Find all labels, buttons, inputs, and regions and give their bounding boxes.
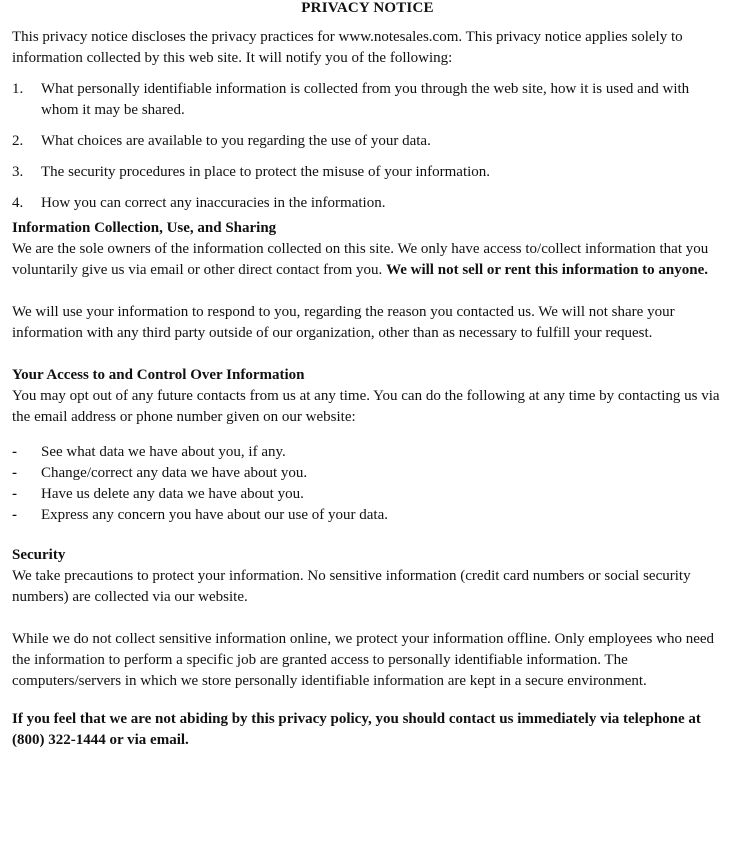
dash-marker: - (12, 486, 17, 502)
list-item-text: What personally identifiable information is collected from you through the web site, how it is used and with whom it may be shared. (41, 81, 690, 118)
list-item (12, 505, 723, 526)
section-heading-collection: Information Collection, Use, and Sharing (12, 220, 277, 236)
list-item-text: What choices are available to you regarding the use of your data. (41, 133, 431, 149)
security-paragraph-2: While we do not collect sensitive information online, we protect your information offline. Only employees who need the information to perform a specific job are granted access to personally identifiable information. The computers/servers in which we store personally identifiable information are kept in a secure environment. (12, 631, 715, 689)
collection-paragraph-2: We will use your information to respond to you, regarding the reason you contacted us. We will not share your information with any third party outside of our organization, other than as necessary to fulfill your request. (12, 304, 675, 341)
access-bullet-list (12, 442, 723, 526)
list-item-text: The security procedures in place to protect the misuse of your information. (41, 164, 491, 180)
list-item (12, 442, 723, 463)
section-heading-security: Security (12, 547, 66, 563)
numbered-list-item (12, 131, 723, 152)
bullet-text: Have us delete any data we have about you. (41, 486, 304, 502)
bullet-text: Express any concern you have about our use of your data. (41, 507, 388, 523)
numbered-list-item (12, 193, 723, 214)
collection-paragraph-1 (12, 239, 723, 281)
numbered-list-item (12, 162, 723, 183)
collection-paragraph-1-text: We are the sole owners of the information collected on this site. We only have access to/collect information that you voluntarily give us via email or other direct contact from you. (12, 241, 709, 278)
list-item-text: How you can correct any inaccuracies in the information. (41, 195, 386, 211)
intro-paragraph: This privacy notice discloses the privacy practices for www.notesales.com. This privacy notice applies solely to information collected by this web site. It will notify you of the following: (12, 29, 683, 66)
dash-marker: - (12, 465, 17, 481)
numbered-list-item (12, 79, 723, 121)
dash-marker: - (12, 507, 17, 523)
list-number: 2. (12, 133, 24, 149)
list-number: 3. (12, 164, 24, 180)
section-heading-access: Your Access to and Control Over Information (12, 367, 305, 383)
list-item (12, 484, 723, 505)
bullet-text: See what data we have about you, if any. (41, 444, 286, 460)
security-paragraph-1: We take precautions to protect your information. No sensitive information (credit card numbers or social security numbers) are collected via our website. (12, 568, 691, 605)
list-number: 1. (12, 81, 24, 97)
collection-paragraph-1-bold: We will not sell or rent this information to anyone. (386, 262, 709, 278)
list-item (12, 463, 723, 484)
numbered-list (12, 79, 723, 214)
access-paragraph: You may opt out of any future contacts from us at any time. You can do the following at any time by contacting us via the email address or phone number given on our website: (12, 388, 720, 425)
closing-statement: If you feel that we are not abiding by this privacy policy, you should contact us immediately via telephone at (800) 322-1444 or via email. (12, 711, 701, 748)
dash-marker: - (12, 444, 17, 460)
list-number: 4. (12, 195, 24, 211)
bullet-text: Change/correct any data we have about you. (41, 465, 308, 481)
document-title: PRIVACY NOTICE (301, 0, 434, 16)
